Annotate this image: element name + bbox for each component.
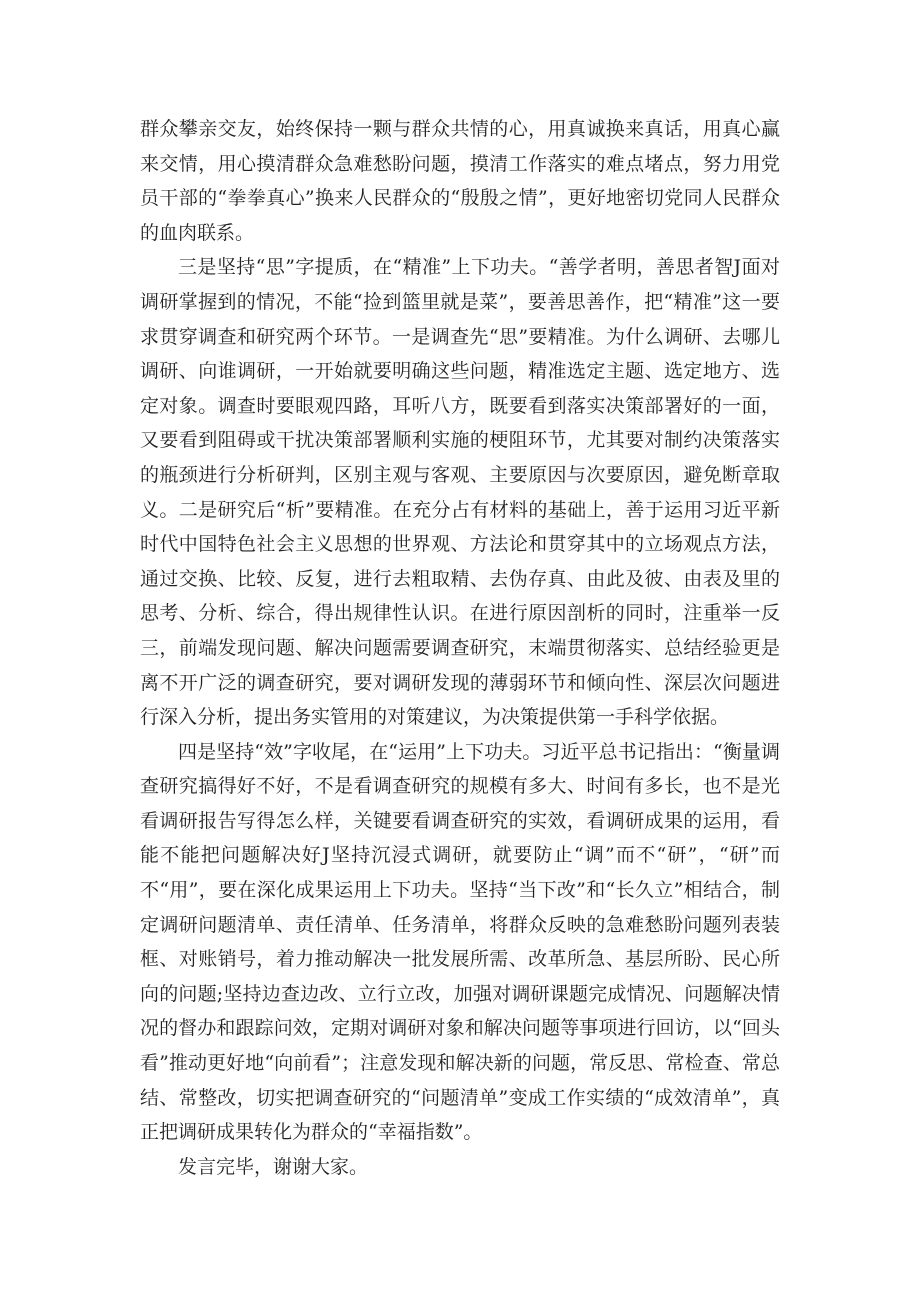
paragraph-closing: 发言完毕，谢谢大家。 bbox=[178, 1155, 369, 1178]
paragraph-point-three: 三是坚持“思”字提质，在“精准”上下功夫。“善学者明，善思者智J面对调研掌握到的情况，不能“捡到篮里就是菜”，要善思善作，把“精准”这一要求贯穿调查和研究两个环节。一是调查先“思”要精准。为什么调研、去哪儿调研、向谁调研，一开始就要明确这些问题，精准选定主题、选定地方、选定对象。调查时要眼观四路，耳听八方，既要看到落实决策部署好的一面，又要看到阻碍或干扰决策部署顺利实施的梗阻环节，尤其要对制约决策落实的瓶颈进行分析研判，区别主观与客观、主要原因与次要原因，避免断章取义。二是研究后“析”要精准。在充分占有材料的基础上，善于运用习近平新时代中国特色社会主义思想的世界观、方法论和贯穿其中的立场观点方法，通过交换、比较、反复，进行去粗取精、去伪存真、由此及彼、由表及里的思考、分析、综合，得出规律性认识。在进行原因剖析的同时，注重举一反三，前端发现问题、解决问题需要调查研究，末端贯彻落实、总结经验更是离不开广泛的调查研究，要对调研发现的薄弱环节和倾向性、深层次问题进行深入分析，提出务实管用的对策建议，为决策提供第一手科学依据。 bbox=[140, 256, 780, 729]
document-body bbox=[140, 112, 780, 1184]
paragraph-point-four: 四是坚持“效”字收尾，在“运用”上下功夫。习近平总书记指出：“衡量调查研究搞得好不好，不是看调查研究的规模有多大、时间有多长，也不是光看调研报告写得怎么样，关键要看调查研究的实效，看调研成果的运用，看能不能把问题解决好J坚持沉浸式调研，就要防止“调”而不“研”，“研”而不“用”，要在深化成果运用上下功夫。坚持“当下改”和“长久立”相结合，制定调研问题清单、责任清单、任务清单，将群众反映的急难愁盼问题列表装框、对账销号，着力推动解决一批发展所需、改革所急、基层所盼、民心所向的问题;坚持边查边改、立行立改，加强对调研课题完成情况、问题解决情况的督办和跟踪问效，定期对调研对象和解决问题等事项进行回访，以“回头看”推动更好地“向前看”；注意发现和解决新的问题，常反思、常检查、常总结、常整改，切实把调查研究的“问题清单”变成工作实绩的“成效清单”，真正把调研成果转化为群众的“幸福指数”。 bbox=[140, 740, 780, 1144]
paragraph-continuation: 群众攀亲交友，始终保持一颗与群众共情的心，用真诚换来真话，用真心赢来交情，用心摸清群众急难愁盼问题，摸清工作落实的难点堵点，努力用党员干部的“拳拳真心”换来人民群众的“殷殷之情”，更好地密切党同人民群众的血肉联系。 bbox=[140, 118, 780, 244]
